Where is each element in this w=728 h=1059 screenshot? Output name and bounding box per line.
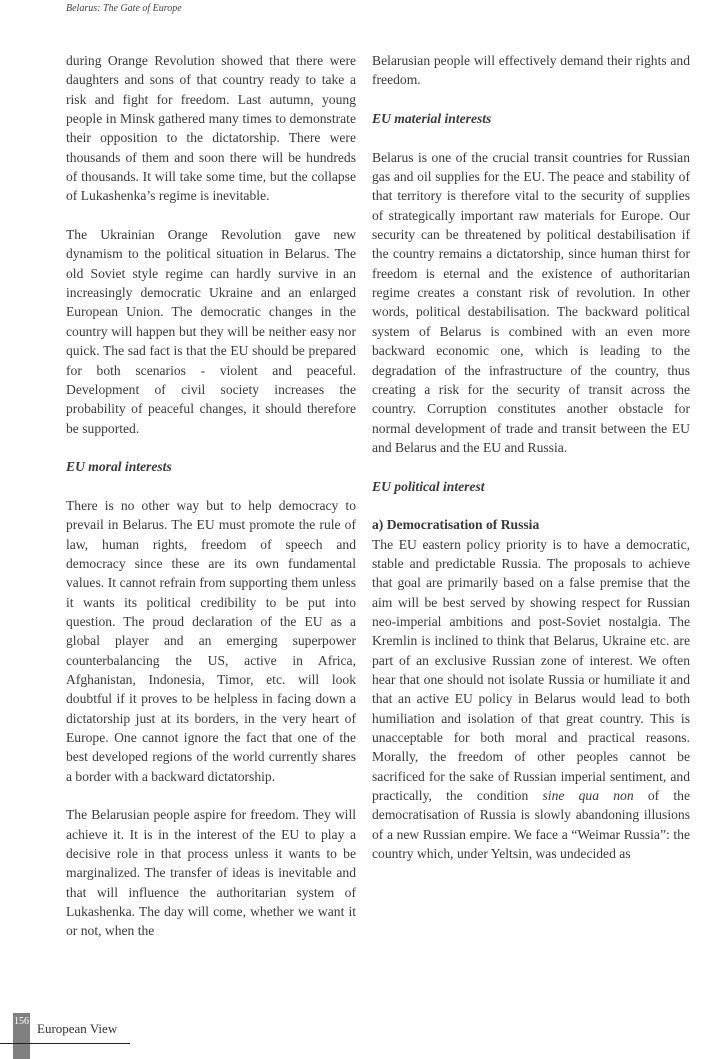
text-run: of the democratisation of Russia is slowly abandoning illusions of a new Russian empire. We face a “Weimar Russia”: the country which, under Yeltsin, was undecided as	[372, 788, 690, 862]
section-heading-material: EU material interests	[372, 111, 492, 127]
italic-phrase: sine qua non	[542, 788, 634, 804]
paragraph: The Ukrainian Orange Revolution gave new dynamism to the political situation in Belarus. The old Soviet style regime can hardly survive in an increasingly democratic Ukraine and an enlarged European Union. The democratic changes in the country will happen but they will be neither easy nor quick. The sad fact is that the EU should be prepared for both scenarios - violent and peaceful. Development of civil society increases the probability of peaceful changes, it should therefore be supported.	[66, 227, 356, 436]
section-heading-political: EU political interest	[372, 478, 485, 494]
left-column	[66, 51, 356, 941]
right-column	[372, 51, 690, 863]
paragraph: during Orange Revolution showed that there were daughters and sons of that country ready to take a risk and fight for freedom. Last autumn, young people in Minsk gathered many times to demonstrate their opposition to the dictatorship. There were thousands of them and soon there will be hundreds of thousands. It will take some time, but the collapse of Lukashenka’s regime is inevitable.	[66, 53, 356, 204]
subsection-heading: a) Democratisation of Russia	[372, 517, 540, 533]
footer-journal-title: European View	[37, 1021, 118, 1036]
paragraph: Belarus is one of the crucial transit countries for Russian gas and oil supplies for the EU. The peace and stability of that territory is therefore vital to the security of supplies of strategically important raw materials for Europe. Our security can be threatened by political destabilisation if the country remains a dictatorship, since human thirst for freedom is eternal and the existence of authoritarian regime creates a constant risk of revolution. In other words, political destabilisation. The backward political system of Belarus is combined with an even more backward economic one, which is leading to the degradation of the infrastructure of the country, thus creating a risk for the security of transit across the country. Corruption constitutes another obstacle for normal development of trade and transit between the EU and Belarus and the EU and Russia.	[372, 149, 690, 455]
paragraph: Belarusian people will effectively demand their rights and freedom.	[372, 53, 690, 88]
section-heading-moral: EU moral interests	[66, 459, 172, 475]
text-run: The EU eastern policy priority is to have a democratic, stable and predictable Russia. The proposals to achieve that goal are primarily based on a false premise that the aim will be best served by showing respect for Russian neo-imperial ambitions and post-Soviet nostalgia. The Kremlin is inclined to think that Belarus, Ukraine etc. are part of an exclusive Russian zone of interest. We often hear that one should not isolate Russia or humiliate it and that an active EU policy in Belarus would lead to both humiliation and isolation of that great country. This is unacceptable for both moral and practical reasons. Morally, the freedom of other peoples cannot be sacrificed for the sake of Russian imperial sentiment, and practically, the condition	[372, 536, 690, 804]
running-header: Belarus: The Gate of Europe	[66, 3, 182, 14]
paragraph	[372, 535, 690, 864]
footer-rule	[0, 1043, 130, 1044]
page-number: 156	[13, 1013, 30, 1059]
paragraph: There is no other way but to help democracy to prevail in Belarus. The EU must promote the rule of law, human rights, freedom of speech and democracy since these are its own fundamental values. It cannot refrain from supporting them unless it wants its political credibility to be put into question. The proud declaration of the EU as a global player and an emerging superpower counterbalancing the US, active in Africa, Afghanistan, Indonesia, Timor, etc. will look doubtful if it proves to be helpless in facing down a dictatorship just at its borders, in the very heart of Europe. One cannot ignore the fact that one of the best developed regions of the world currently shares a border with a backward dictatorship.	[66, 497, 356, 784]
paragraph: The Belarusian people aspire for freedom. They will achieve it. It is in the interest of the EU to play a decisive role in that process unless it wants to be marginalized. The transfer of ideas is inevitable and that will influence the authoritarian system of Lukashenka. The day will come, whether we want it or not, when the	[66, 807, 356, 939]
